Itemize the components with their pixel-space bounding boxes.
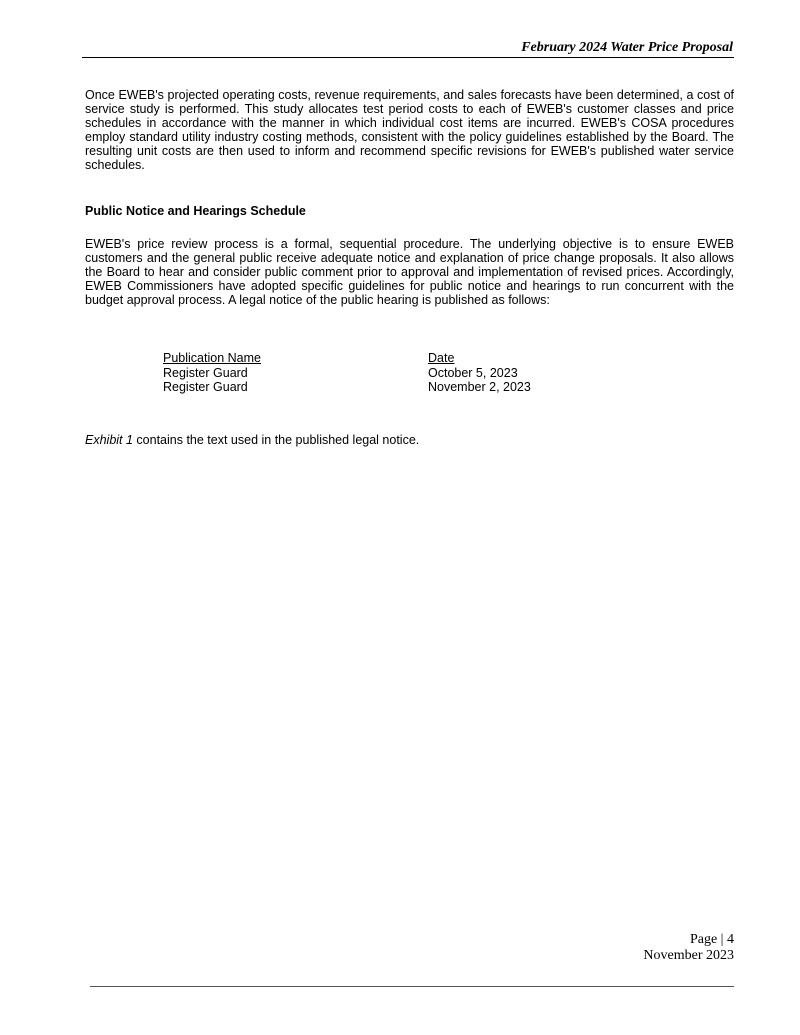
publication-name-header: Publication Name [163,351,261,365]
document-header-title: February 2024 Water Price Proposal [521,40,733,55]
publication-date-header: Date [428,351,455,365]
price-review-paragraph: EWEB's price review process is a formal, sequential procedure. The underlying objective is to ensure EWEB customers and the general public receive adequate notice and explanation of price change proposals. It also allows the Board to hear and consider public comment prior to approval and implementation of revised prices. Accordingly, EWEB Commissioners have adopted specific guidelines for public notice and hearings to run concurrent with the budget approval process. A legal notice of the public hearing is published as follows: [85,237,734,308]
table-row [163,380,531,395]
publication-date-cell: November 2, 2023 [428,380,531,394]
publication-name-cell: Register Guard [163,365,248,380]
page-footer [643,932,734,964]
exhibit-paragraph [85,433,734,447]
page-number: Page | 4 [689,932,734,947]
table-row [163,366,531,381]
cost-of-service-paragraph: Once EWEB's projected operating costs, revenue requirements, and sales forecasts have been determined, a cost of service study is performed. This study allocates test period costs to each of EWEB's customer classes and price schedules in accordance with the manner in which individual cost items are incurred. EWEB's COSA procedures employ standard utility industry costing methods, consistent with the policy guidelines established by the Board. The resulting unit costs are then used to inform and recommend specific revisions for EWEB's published water service schedules. [85,88,734,173]
exhibit-reference: Exhibit 1 [85,433,133,447]
publication-date-cell: October 5, 2023 [428,365,518,380]
section-heading: Public Notice and Hearings Schedule [85,204,306,218]
publication-table [163,351,531,395]
header-divider [82,57,734,58]
exhibit-description: contains the text used in the published legal notice. [132,433,420,447]
footer-divider [90,986,734,987]
footer-date: November 2023 [643,948,734,963]
publication-table-header-row [163,351,531,366]
publication-name-cell: Register Guard [163,380,248,394]
